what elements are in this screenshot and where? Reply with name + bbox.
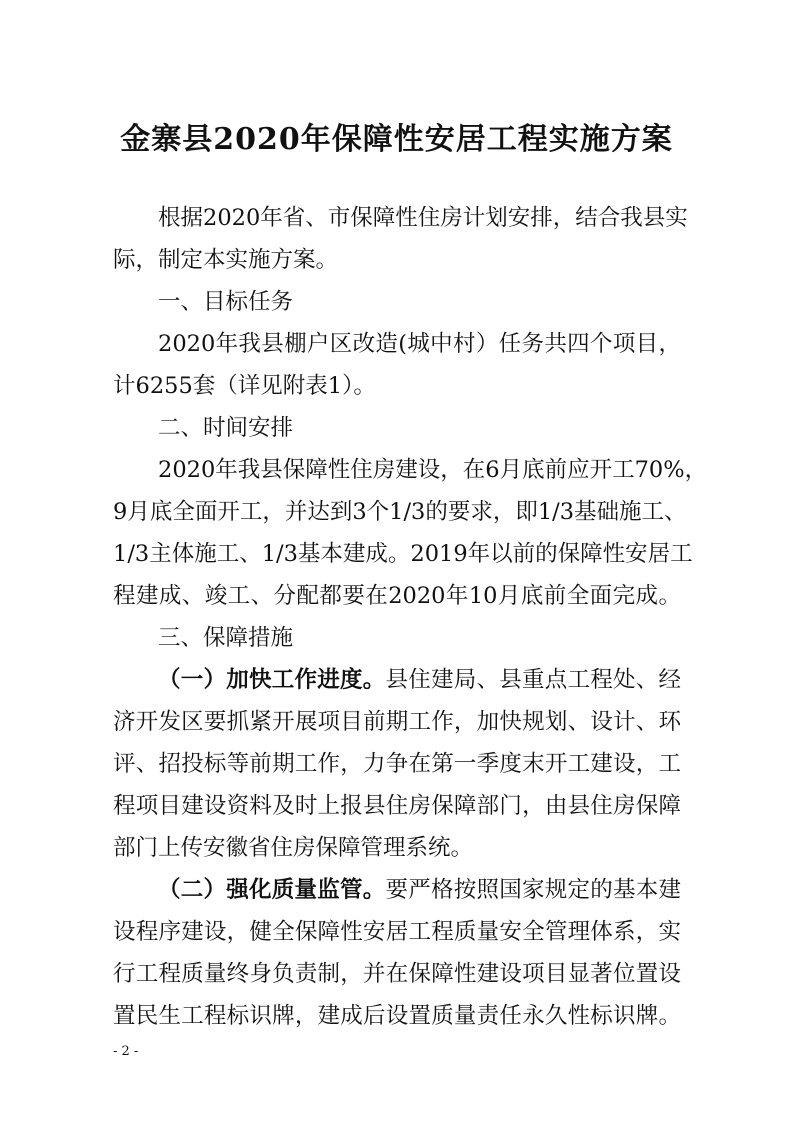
section-1-heading: 一、目标任务 (158, 289, 294, 315)
intro-line-2: 际，制定本实施方案。 (113, 247, 339, 273)
section-2-line-1: 2020年我县保障性住房建设，在6月底前应开工70%， (158, 457, 708, 483)
section-2-line-2: 9月底全面开工，并达到3个1/3的要求，即1/3基础施工、 (113, 499, 687, 525)
item-2-line-2: 设程序建设，健全保障性安居工程质量安全管理体系，实 (113, 919, 681, 945)
section-2-line-4: 程建成、竣工、分配都要在2020年10月底前全面完成。 (113, 583, 681, 609)
item-2-line-4: 置民生工程标识牌，建成后设置质量责任永久性标识牌。 (113, 1003, 681, 1029)
item-1-line-4: 程项目建设资料及时上报县住房保障部门，由县住房保障 (113, 793, 681, 819)
section-1-line-1: 2020年我县棚户区改造(城中村）任务共四个项目， (158, 331, 681, 357)
section-3-heading: 三、保障措施 (158, 625, 294, 651)
item-2-line-1-rest: 要严格按照国家规定的基本建 (385, 877, 681, 903)
item-1-line-1-rest: 县住建局、县重点工程处、经 (385, 667, 681, 693)
item-2-line-3: 行工程质量终身负责制，并在保障性建设项目显著位置设 (113, 961, 681, 987)
page-number: - 2 - (113, 1044, 139, 1059)
item-1-line-3: 评、招投标等前期工作，力争在第一季度末开工建设，工 (113, 751, 681, 777)
document-title: 金寨县2020年保障性安居工程实施方案 (120, 122, 673, 157)
item-1-line-5: 部门上传安徽省住房保障管理系统。 (113, 835, 474, 861)
item-2-lead: （二）强化质量监管。 (158, 877, 386, 903)
item-1-lead: （一）加快工作进度。 (158, 667, 386, 693)
section-2-line-3: 1/3主体施工、1/3基本建成。2019年以前的保障性安居工 (113, 541, 693, 567)
section-2-heading: 二、时间安排 (158, 415, 294, 441)
section-1-line-2: 计6255套（详见附表1）。 (113, 373, 376, 399)
item-2-line-1 (158, 879, 681, 902)
intro-line-1: 根据2020年省、市保障性住房计划安排，结合我县实 (158, 205, 688, 231)
item-1-line-1 (158, 669, 681, 692)
item-1-line-2: 济开发区要抓紧开展项目前期工作，加快规划、设计、环 (113, 709, 681, 735)
